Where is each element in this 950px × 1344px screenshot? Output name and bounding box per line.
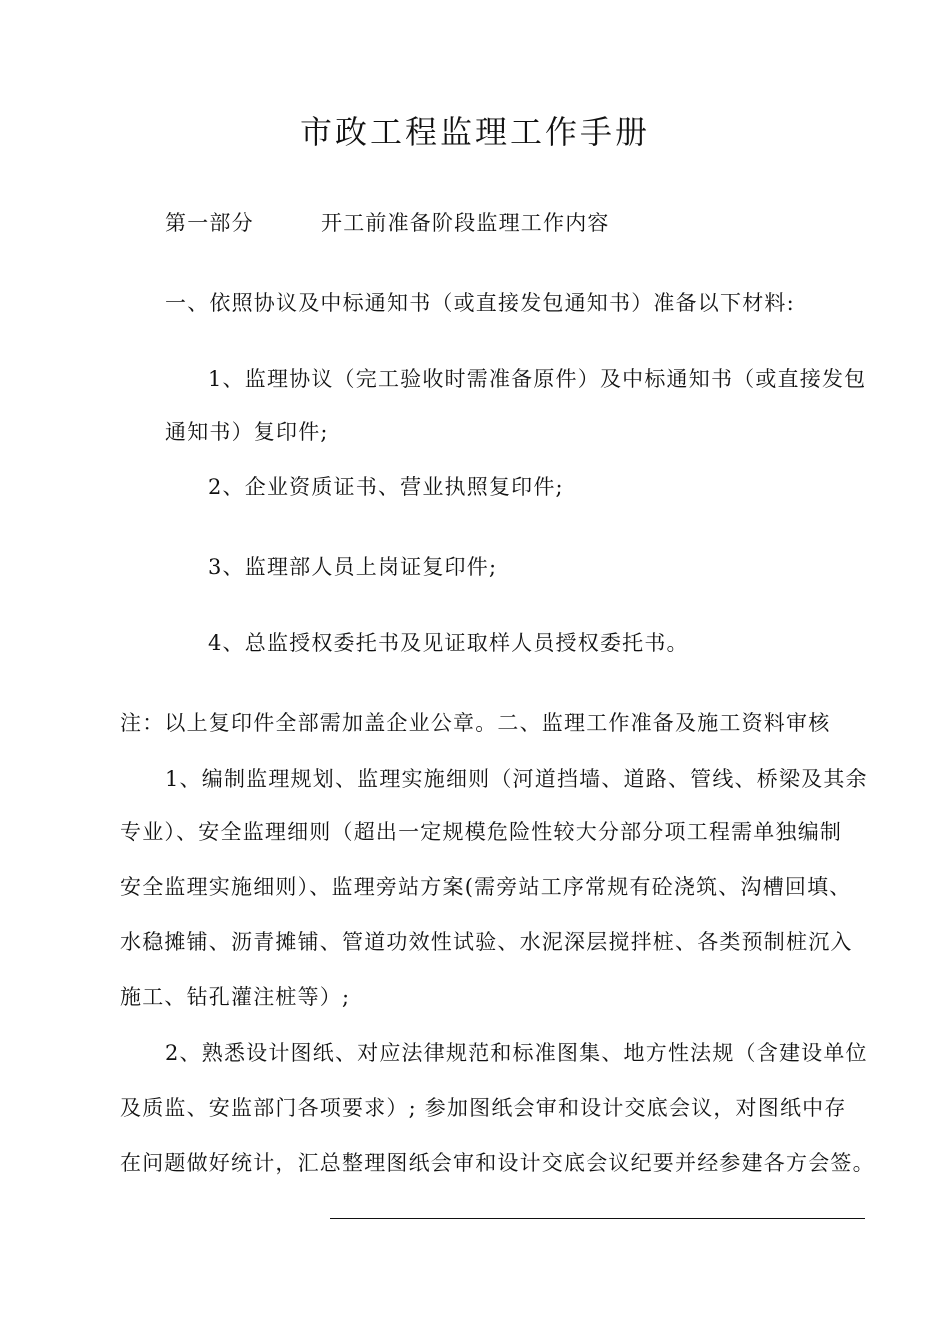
paragraph-line: 专业）、安全监理细则（超出一定规模危险性较大分部分项工程需单独编制	[120, 820, 843, 844]
paragraph-line: 1、编制监理规划、监理实施细则（河道挡墙、道路、管线、桥梁及其余	[165, 767, 868, 791]
paragraph-line: 水稳摊铺、沥青摊铺、管道功效性试验、水泥深层搅拌桩、各类预制桩沉入	[120, 930, 853, 954]
paragraph-line: 施工、钻孔灌注桩等）;	[120, 985, 351, 1009]
paragraph-line: 及质监、安监部门各项要求）; 参加图纸会审和设计交底会议，对图纸中存	[120, 1096, 847, 1120]
paragraph-line: 安全监理实施细则）、监理旁站方案(需旁站工序常规有砼浇筑、沟槽回填、	[120, 875, 852, 899]
document-title: 市政工程监理工作手册	[299, 113, 650, 151]
paragraph-line: 2、熟悉设计图纸、对应法律规范和标准图集、地方性法规（含建设单位	[165, 1041, 868, 1065]
list-item-line: 4、总监授权委托书及见证取样人员授权委托书。	[208, 631, 689, 655]
part-heading	[165, 208, 610, 238]
note-line: 注：以上复印件全部需加盖企业公章。二、监理工作准备及施工资料审核	[120, 711, 831, 735]
list-item-line: 通知书）复印件;	[165, 420, 329, 444]
footer-rule	[330, 1218, 865, 1219]
list-item-line: 1、监理协议（完工验收时需准备原件）及中标通知书（或直接发包	[208, 367, 867, 391]
list-item-line: 3、监理部人员上岗证复印件;	[208, 555, 498, 579]
part-title: 开工前准备阶段监理工作内容	[321, 211, 610, 235]
paragraph-line: 在问题做好统计，汇总整理图纸会审和设计交底会议纪要并经参建各方会签。	[120, 1151, 875, 1175]
part-label: 第一部分	[165, 211, 254, 235]
section-heading: 一、依照协议及中标通知书（或直接发包通知书）准备以下材料:	[165, 291, 795, 315]
list-item-line: 2、企业资质证书、营业执照复印件;	[208, 475, 564, 499]
